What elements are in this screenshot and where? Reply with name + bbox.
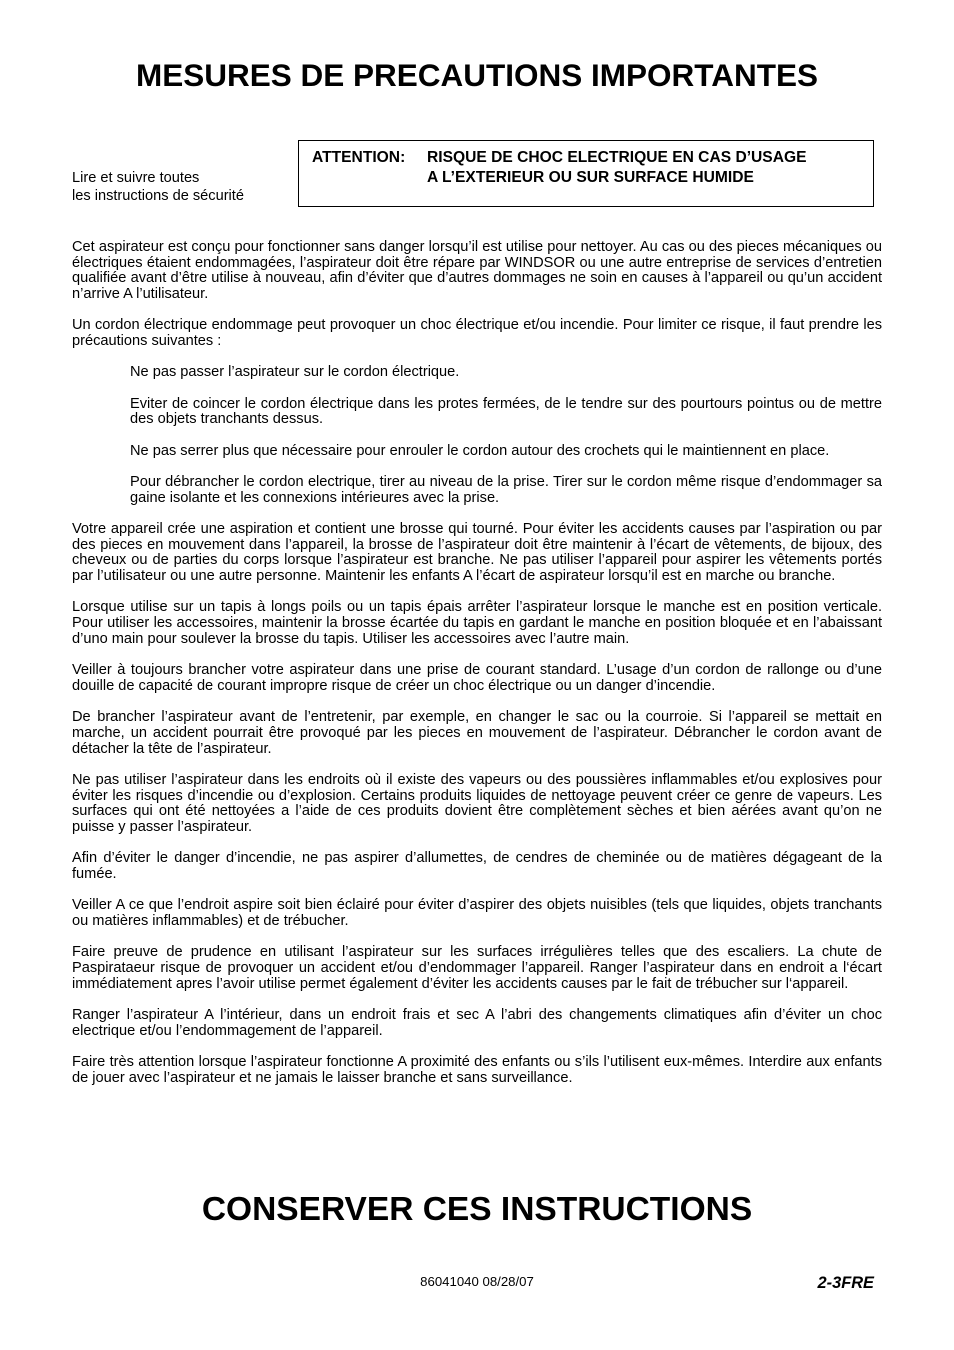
paragraph-stairs: Faire preuve de prudence en utilisant l’aspirateur sur les surfaces irrégulières telles que des escaliers. La chute de Paspirataeur risque de provoquer un accident et/ou d’endommager l’appareil. Ranger l’aspirateur dans en endroit a l‘écart immédiatement apres l’avoir utilise permet également d’éviter les accidents causes par le fait de trébucher sur l‘appareil. [72,944,882,992]
document-code: 86041040 08/28/07 [420,1274,534,1289]
safety-note-line-2: les instructions de sécurité [72,188,244,204]
instructions-body [72,240,882,1102]
safety-note-line-1: Lire et suivre toutes [72,170,200,186]
paragraph-cord-precaution-2: Eviter de coincer le cordon électrique dans les protes fermées, de le tendre sur des pourtours pointus ou de mettre des objets tranchants dessus. [130,395,882,428]
paragraph-cord-precaution-3: Ne pas serrer plus que nécessaire pour enrouler le cordon autour des crochets qui le maintiennent en place. [130,442,830,459]
paragraph-brush: Votre appareil crée une aspiration et contient une brosse qui tourné. Pour éviter les accidents causes par l’aspiration ou par des pieces en mouvement dans l’appareil, la brosse de l’aspirateur doit être maintenir à l’écart de vêtements, de bijoux, des cheveux ou de parties du corps lorsque l’aspirateur est branche. Ne pas utiliser l’appareil pour aspirer les vêtements portés par l’utilisateur ou une autre personne. Maintenir les enfants A l’écart de aspirateur lorsqu’il est en marche ou branche. [72,521,882,585]
warning-line-1: RISQUE DE CHOC ELECTRIQUE EN CAS D’USAGE [427,149,807,166]
paragraph-cord-risk: Un cordon électrique endommage peut provoquer un choc électrique et/ou incendie. Pour limiter ce risque, il faut prendre les précautions suivantes : [72,317,882,350]
warning-label: ATTENTION: [312,149,406,166]
paragraph-vapors: Ne pas utiliser l’aspirateur dans les endroits où il existe des vapeurs ou des poussières inflammables et/ou explosives pour éviter les risques d’incendie ou d’explosion. Certains produits liquides de nettoyage peuvent créer ce genre de vapeurs. Les surfaces qui ont été nettoyées a l’aide de ces produits dovient être complètement sèches et bien aérées avant qu’on ne puisse y passer l’aspirateur. [72,771,882,835]
paragraph-outlet: Veiller à toujours brancher votre aspirateur dans une prise de courant standard. L’usage d’un cordon de rallonge ou d’une douille de capacité de courant impropre risque de créer un choc électrique ou un danger d’incendie. [72,662,882,694]
paragraph-carpet: Lorsque utilise sur un tapis à longs poils ou un tapis épais arrêter l’aspirateur lorsque le manche est en position verticale. Pour utiliser les accessoires, maintenir la brosse écartée du tapis en gardant le manche en position bloquée et en l’abaissant d’uno main pour soulever la brosse du tapis. Utiliser les accessoires avec l’autre main. [72,599,882,647]
paragraph-storage: Ranger l’aspirateur A l’intérieur, dans un endroit frais et sec A l’abri des changements climatiques afin d’éviter un choc electrique et/ou l’endommagement de l’appareil. [72,1006,882,1039]
closing-title: CONSERVER CES INSTRUCTIONS [201,1191,753,1228]
paragraph-maintenance: De brancher l’aspirateur avant de l’entretenir, par exemple, en changer le sac ou la courroie. Si l’appareil se mettait en marche, un accident pourrait être provoqué par les pieces en mouvement de l’aspirateur. Débrancher le cordon avant de détacher la tête de l’aspirateur. [72,709,882,757]
paragraph-cord-precaution-4: Pour débrancher le cordon electrique, tirer au niveau de la prise. Tirer sur le cordon même risque d’endommager sa gaine isolante et les connexions intérieures avec la prise. [130,474,882,506]
safety-note [72,169,244,205]
paragraph-safe-use: Cet aspirateur est conçu pour fonctionner sans danger lorsqu’il est utilise pour nettoyer. Au cas ou des pieces mécaniques ou électriques étaient endommagées, l’aspirateur doit être répare par WINDSOR ou une autre entreprise de services d’entretien qualifiée avant d’être utilise à nouveau, afin d’éviter que d’autres dommages ne soin en causes à l’appareil ou qu’un accident n’arrive A l’utilisateur. [72,239,882,303]
page-title: MESURES DE PRECAUTIONS IMPORTANTES [136,57,818,93]
paragraph-children: Faire très attention lorsque l’aspirateur fonctionne A proximité des enfants ou s’ils l’utilisent eux-mêmes. Interdire aux enfants de jouer avec l’aspirateur et ne jamais le laisser branche et sans surveillance. [72,1053,882,1086]
paragraph-lighting: Veiller A ce que l’endroit aspire soit bien éclairé pour éviter d’aspirer des objets nuisibles (tels que liquides, objets tranchants ou matières inflammables) et de trébucher. [72,897,882,929]
paragraph-cord-precaution-1: Ne pas passer l’aspirateur sur le cordon électrique. [130,364,460,381]
page-number: 2-3FRE [817,1274,874,1292]
paragraph-fire: Afin d’éviter le danger d’incendie, ne pas aspirer d’allumettes, de cendres de cheminée ou de matières dégageant de la fumée. [72,850,882,882]
warning-line-2: A L’EXTERIEUR OU SUR SURFACE HUMIDE [427,169,754,186]
warning-box [298,140,874,207]
